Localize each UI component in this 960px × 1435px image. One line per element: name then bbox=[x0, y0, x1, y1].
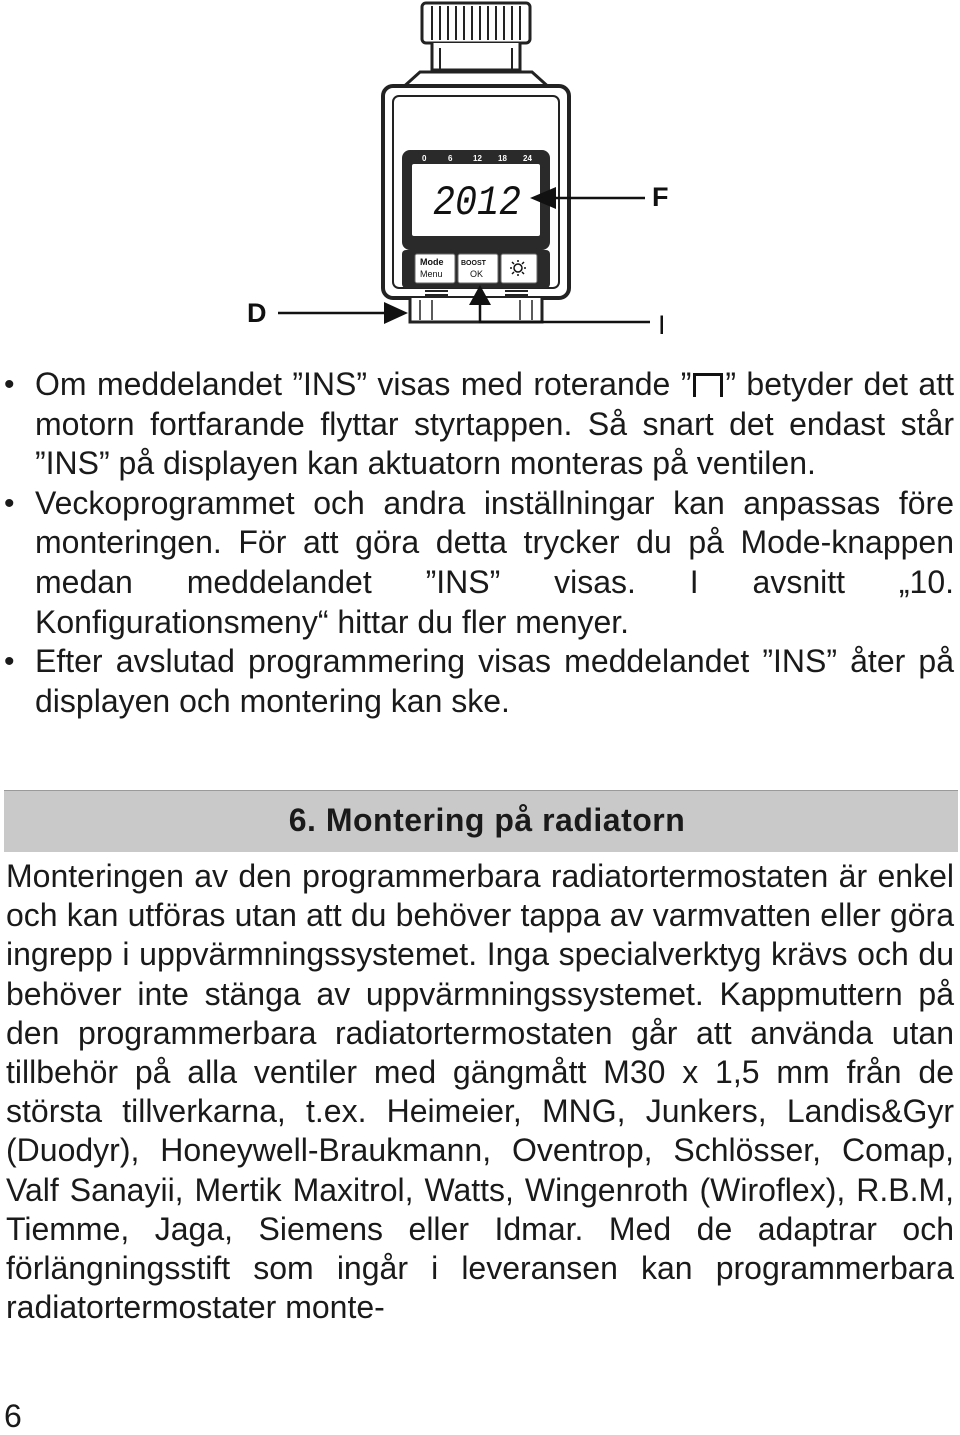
installation-notes-list bbox=[0, 365, 960, 721]
scale-label: 0 bbox=[422, 154, 427, 163]
menu-button-label: Menu bbox=[420, 269, 443, 279]
list-item bbox=[0, 365, 960, 484]
arrow-d-head bbox=[384, 302, 408, 324]
section-title: 6. Montering på radiatorn bbox=[288, 802, 686, 838]
sun-button[interactable] bbox=[501, 254, 537, 283]
body-paragraph: Monteringen av den programmerbara radiatortermostaten är enkel och kan utföras utan att du behöver tappa av varmvatten eller göra ingrepp i uppvärmningssystemet. Inga specialverktyg krävs och du behöver inte stänga av uppvärmningssystemet. Kappmuttern på den programmerbara radiatortermostaten går att använda utan tillbehör på alla ventiler med gängmått M30 x 1,5 mm från de största tillverkarna, t.ex. Heimeier, MNG, Junkers, Landis&Gyr (Duodyr), Honeywell-Braukmann, Oventrop, Schlösser, Comap, Valf Sanayii, Mertik Maxitrol, Watts, Wingenroth (Wiroflex), R.B.M, Tiemme, Jaga, Siemens eller Idmar. Med de adaptrar och förlängningsstift som ingår i leveransen kan programmerbara radiatortermostater monte- bbox=[6, 858, 954, 1326]
figure-label-d: D bbox=[247, 298, 267, 328]
scale-label: 18 bbox=[498, 154, 507, 163]
thermostat-illustration bbox=[0, 0, 960, 345]
mode-button-label: Mode bbox=[420, 257, 444, 267]
page-number: 6 bbox=[4, 1398, 22, 1434]
ok-button-label: OK bbox=[470, 269, 484, 279]
adjustment-knob bbox=[422, 3, 530, 43]
display-digits: 2012 bbox=[433, 179, 521, 227]
bullet-text-part: ” betyder det att motorn fortfarande flyttar styrtappen. Så snart det endast står ”INS” på displayen kan aktuatorn monteras på ventilen. bbox=[35, 366, 954, 482]
list-item: • Efter avslutad programmering visas meddelandet ”INS” åter på displayen och montering kan ske. bbox=[0, 642, 960, 721]
rotating-segment-icon bbox=[693, 373, 723, 397]
figure-label-f: F bbox=[652, 182, 669, 212]
scale-label: 12 bbox=[473, 154, 482, 163]
list-item: • Veckoprogrammet och andra inställningar kan anpassas före monteringen. För att göra detta trycker du på Mode-knappen medan meddelandet ”INS” visas. I avsnitt „10. Konfigurationsmeny“ hittar du fler menyer. bbox=[0, 484, 960, 642]
scale-label: 24 bbox=[523, 154, 532, 163]
bullet-text-part: Om meddelandet ”INS” visas med roterande ” bbox=[35, 366, 692, 402]
figure-label-i: I bbox=[658, 310, 666, 340]
boost-button-label: BOOST bbox=[461, 260, 486, 267]
scale-label: 6 bbox=[448, 154, 453, 163]
